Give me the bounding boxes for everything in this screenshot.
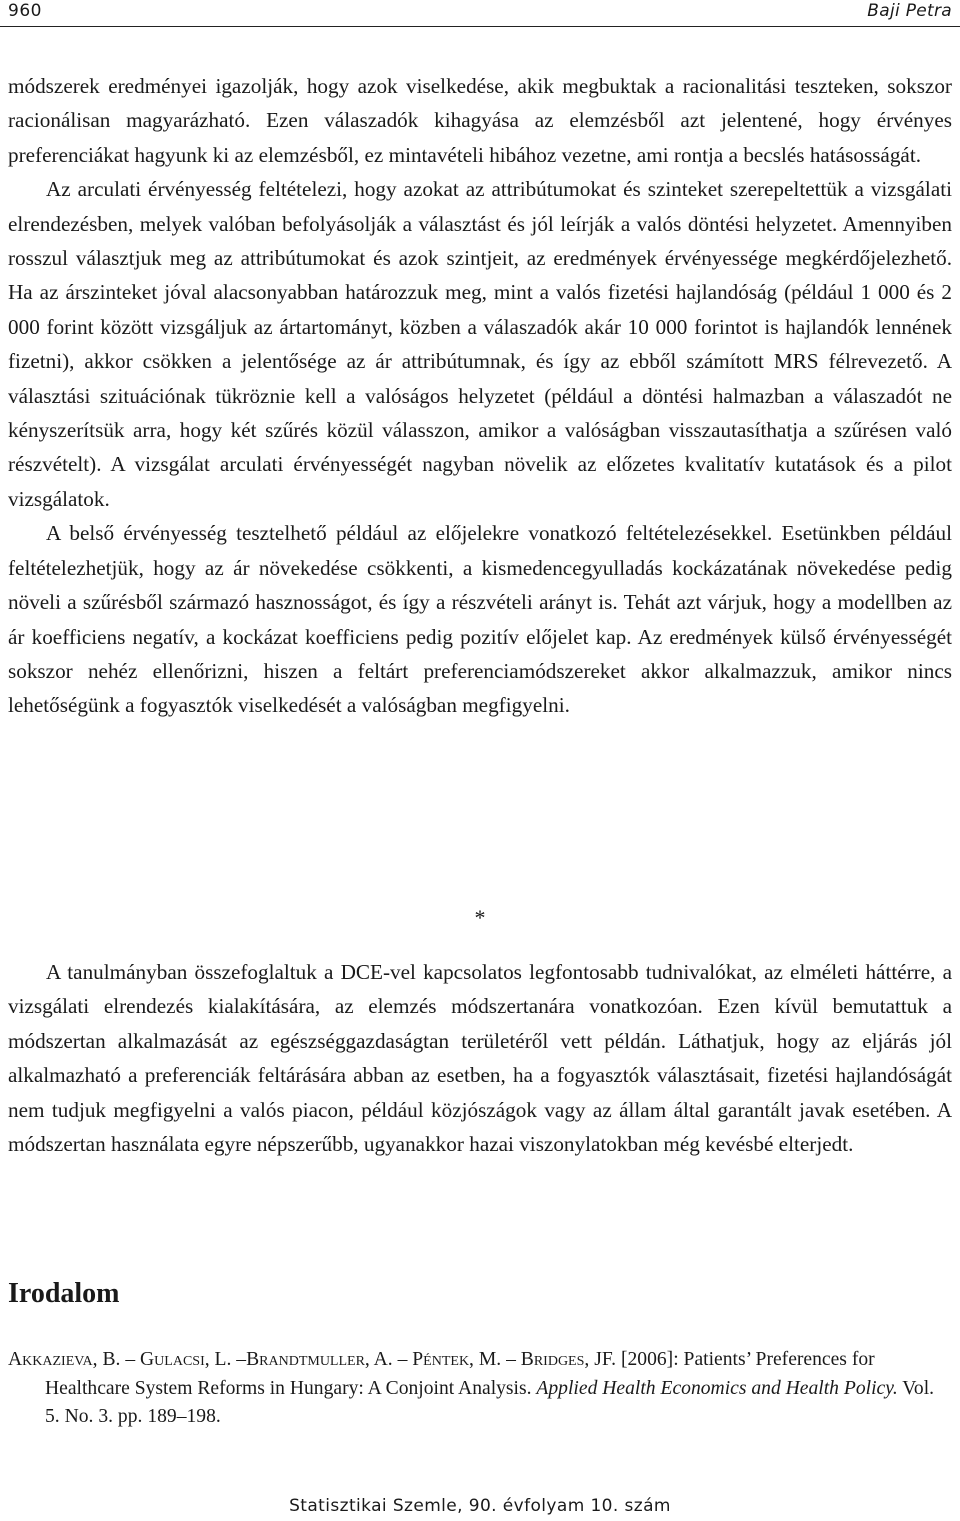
reference-journal: Applied Health Economics and Health Policy. [536,1377,898,1399]
reference-details: Vol. 5. No. 3. pp. 189–198. [45,1377,935,1428]
references-heading: Irodalom [8,1278,120,1309]
body-text [8,69,952,723]
running-author: Baji Petra [867,1,952,21]
running-footer: Statisztikai Szemle, 90. évfolyam 10. szám [289,1496,671,1516]
paragraph-continuation: módszerek eredményei igazolják, hogy azok viselkedése, akik megbuktak a racionalitási teszteken, sokszor racionálisan magyarázható. Ezen válaszadók kihagyása az elemzésből azt jelentené, hogy érvényes preferenciákat hagyunk ki az elemzésből, ez mintavételi hibához vezetne, ami rontja a becslés hatásosságát. [8,74,952,167]
page-number: 960 [8,1,42,21]
paragraph-face-validity: Az arculati érvényesség feltételezi, hogy azokat az attribútumokat és szinteket szerepeltettük a vizsgálati elrendezésben, melyek valóban befolyásolják a választást és jól leírják a valós döntési helyzetet. Amennyiben rosszul választjuk meg az attribútumokat és azok szintjeit, az eredmények érvényessége megkérdőjelezhető. Ha az árszinteket jóval alacsonyabban határozzuk meg, mint a valós fizetési hajlandóság (például 1 000 és 2 000 forint között vizsgáljuk az ártartományt, közben a válaszadók akár 10 000 forintot is hajlandók lennének fizetni), akkor csökken a jelentősége az ár attribútumnak, és így az ebből számított MRS félrevezető. A választási szituációnak tükröznie kell a valóságos helyzetet (például a döntési halmazban a válaszadót ne kényszerítsük arra, hogy két szűrés közül válasszon, amikor a valóságban visszautasíthatja a szűrésen való részvételt). A vizsgálat arculati érvényességét nagyban növelik az előzetes kvalitatív kutatások és a pilot vizsgálatok. [8,177,952,511]
paragraph-conclusion: A tanulmányban összefoglaltuk a DCE-vel kapcsolatos legfontosabb tudnivalókat, az elméleti háttérre, a vizsgálati elrendezés kialakítására, az elemzés módszertanára vonatkozóan. Ezen kívül bemutattuk a módszertan alkalmazását az egészséggazdaságtan területéről vett példán. Láthatjuk, hogy az eljárás jól alkalmazható a preferenciák feltárására abban az esetben, ha a fogyasztók választásait, fizetési hajlandóságát nem tudjuk megfigyelni a valós piacon, például közjószágok vagy az állam által garantált javak esetében. A módszertan használata egyre népszerűbb, ugyanakkor hazai viszonylatokban még kevésbé elterjedt. [8,960,952,1157]
reference-authors: Akkazieva, B. – Gulacsi, L. –Brandtmuller, A. – Péntek, M. – Bridges, JF. [8,1349,617,1370]
section-separator: * [474,905,486,930]
conclusion-section [8,955,952,1161]
running-header [0,0,960,27]
paragraph-internal-validity: A belső érvényesség tesztelhető például az előjelekre vonatkozó feltételezésekkel. Esetünkben például feltételezhetjük, hogy az ár növekedése csökkenti, a kismedencegyulladás kockázatának növekedése pedig növeli a szűrésből származó hasznosságot, és így a részvételi arányt is. Tehát azt várjuk, hogy a modellben az ár koefficiens negatív, a kockázat koefficiens pedig pozitív előjelet kap. Az eredmények külső érvényességét sokszor nehéz ellenőrizni, hiszen a feltárt preferenciamódszereket akkor alkalmazzuk, amikor nincs lehetőségünk a fogyasztók viselkedését a valóságban megfigyelni. [8,521,952,718]
reference-title: [2006]: Patients’ Preferences for Healthcare System Reforms in Hungary: A Conjoint Analysis. [45,1349,875,1399]
reference-entry [8,1346,952,1432]
